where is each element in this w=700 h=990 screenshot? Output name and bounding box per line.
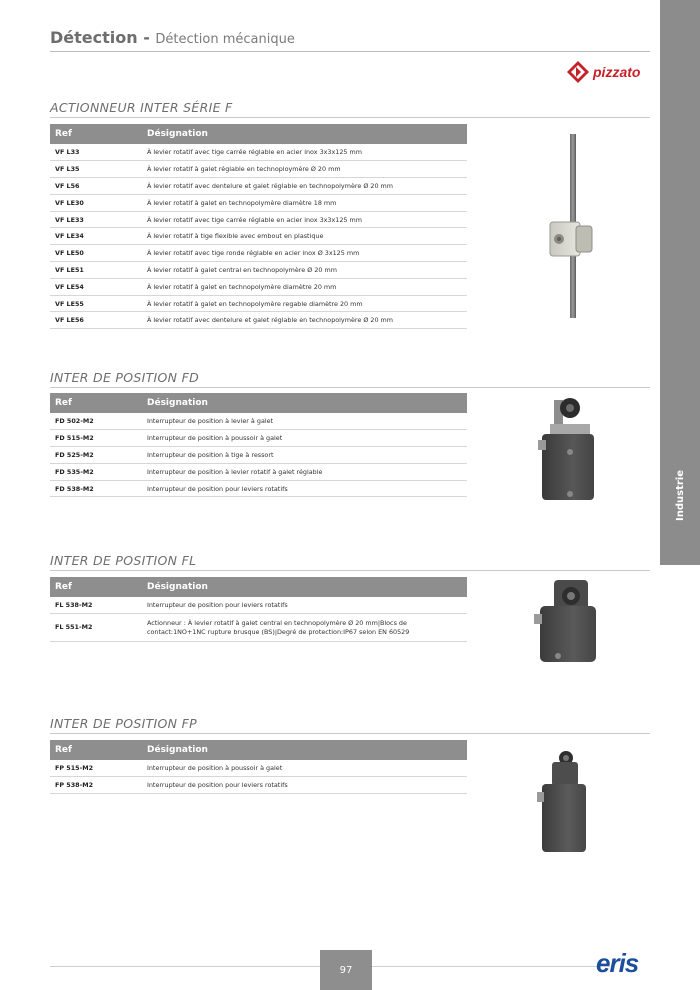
table-header-row	[50, 124, 467, 144]
table-fp	[50, 740, 467, 794]
table-vf	[50, 124, 467, 329]
table-row	[50, 312, 467, 329]
ref-cell: FP 515-M2	[50, 760, 142, 777]
table-row	[50, 211, 467, 228]
designation-cell: À levier rotatif à tige flexible avec embout en plastique	[142, 228, 467, 245]
table-row	[50, 245, 467, 262]
ref-cell: VF L33	[50, 144, 142, 161]
section-title-vf: ACTIONNEUR INTER SÉRIE F	[50, 100, 650, 118]
ref-cell: VF L56	[50, 178, 142, 195]
table-header-row	[50, 740, 467, 760]
designation-cell: Interrupteur de position pour leviers rotatifs	[142, 480, 467, 497]
designation-cell: À levier rotatif avec tige carrée réglable en acier inox 3x3x125 mm	[142, 211, 467, 228]
table-row	[50, 413, 467, 430]
page-subtitle: Détection mécanique	[155, 32, 295, 47]
table-fd	[50, 393, 467, 497]
eris-logo	[596, 950, 650, 976]
col-header-designation: Désignation	[142, 740, 467, 760]
product-image-vf-actuator	[526, 130, 626, 320]
designation-cell: Interrupteur de position à poussoir à galet	[142, 430, 467, 447]
designation-cell: À levier rotatif à galet en technopolymère diamètre 18 mm	[142, 194, 467, 211]
product-image-fl-switch	[530, 576, 610, 666]
designation-cell: Interrupteur de position à levier à galet	[142, 413, 467, 430]
ref-cell: FD 538-M2	[50, 480, 142, 497]
table-row	[50, 262, 467, 279]
table-row	[50, 228, 467, 245]
table-row	[50, 463, 467, 480]
ref-cell: FD 525-M2	[50, 447, 142, 464]
page-number: 97	[320, 950, 372, 990]
page-header	[50, 28, 650, 52]
designation-cell: À levier rotatif avec tige carrée réglable en acier inox 3x3x125 mm	[142, 144, 467, 161]
section-title-fl: INTER DE POSITION FL	[50, 553, 650, 571]
ref-cell: VF LE51	[50, 262, 142, 279]
table-row	[50, 447, 467, 464]
ref-cell: VF LE33	[50, 211, 142, 228]
product-image-fd-switch	[530, 396, 620, 508]
ref-cell: VF LE50	[50, 245, 142, 262]
designation-cell: À levier rotatif à galet en technopolymère regable diamètre 20 mm	[142, 295, 467, 312]
table-row	[50, 480, 467, 497]
pizzato-logo	[566, 60, 646, 84]
col-header-designation: Désignation	[142, 393, 467, 413]
designation-cell: À levier rotatif avec dentelure et galet réglable en technopolymère Ø 20 mm	[142, 312, 467, 329]
designation-cell: À levier rotatif avec tige ronde réglable en acier inox Ø 3x125 mm	[142, 245, 467, 262]
table-row	[50, 144, 467, 161]
ref-cell: VF LE54	[50, 278, 142, 295]
table-row	[50, 194, 467, 211]
product-image-fp-switch	[534, 748, 594, 856]
col-header-ref: Ref	[50, 124, 142, 144]
ref-cell: VF L35	[50, 161, 142, 178]
designation-cell: Actionneur : À levier rotatif à galet central en technopolymère Ø 20 mm|Blocs de contact:1NO+1NC rupture brusque (BS)|Degré de protection:IP67 selon EN 60529	[142, 614, 467, 642]
designation-cell: À levier rotatif avec dentelure et galet réglable en technopolymère Ø 20 mm	[142, 178, 467, 195]
designation-cell: Interrupteur de position à tige à ressort	[142, 447, 467, 464]
ref-cell: FD 515-M2	[50, 430, 142, 447]
table-row	[50, 777, 467, 794]
col-header-ref: Ref	[50, 577, 142, 597]
table-row	[50, 178, 467, 195]
ref-cell: FL 551-M2	[50, 614, 142, 642]
designation-cell: Interrupteur de position à levier rotatif à galet réglable	[142, 463, 467, 480]
designation-cell: Interrupteur de position pour leviers rotatifs	[142, 777, 467, 794]
table-row	[50, 760, 467, 777]
table-header-row	[50, 393, 467, 413]
designation-cell: À levier rotatif à galet en technopolymère diamètre 20 mm	[142, 278, 467, 295]
table-row	[50, 295, 467, 312]
section-title-fd: INTER DE POSITION FD	[50, 370, 650, 388]
section-title-fp: INTER DE POSITION FP	[50, 716, 650, 734]
table-row	[50, 430, 467, 447]
ref-cell: FP 538-M2	[50, 777, 142, 794]
page-title	[50, 28, 295, 47]
table-fl	[50, 577, 467, 642]
table-row	[50, 614, 467, 642]
side-tab-text: Industrie	[674, 469, 686, 521]
eris-logo-text: eris	[596, 950, 639, 976]
ref-cell: VF LE56	[50, 312, 142, 329]
pizzato-logo-text: pizzato	[593, 64, 641, 80]
title-separator: -	[137, 28, 156, 47]
col-header-ref: Ref	[50, 393, 142, 413]
designation-cell: Interrupteur de position à poussoir à galet	[142, 760, 467, 777]
ref-cell: FD 502-M2	[50, 413, 142, 430]
ref-cell: VF LE30	[50, 194, 142, 211]
col-header-ref: Ref	[50, 740, 142, 760]
ref-cell: FL 538-M2	[50, 597, 142, 614]
ref-cell: VF LE55	[50, 295, 142, 312]
ref-cell: VF LE34	[50, 228, 142, 245]
side-tab-label	[660, 470, 700, 520]
table-row	[50, 278, 467, 295]
table-row	[50, 161, 467, 178]
designation-cell: À levier rotatif à galet central en technopolymère Ø 20 mm	[142, 262, 467, 279]
col-header-designation: Désignation	[142, 124, 467, 144]
ref-cell: FD 535-M2	[50, 463, 142, 480]
designation-cell: À levier rotatif à galet réglable en technoploymère Ø 20 mm	[142, 161, 467, 178]
page-title-main: Détection	[50, 28, 138, 47]
col-header-designation: Désignation	[142, 577, 467, 597]
designation-cell: Interrupteur de position pour leviers rotatifs	[142, 597, 467, 614]
table-row	[50, 597, 467, 614]
table-header-row	[50, 577, 467, 597]
